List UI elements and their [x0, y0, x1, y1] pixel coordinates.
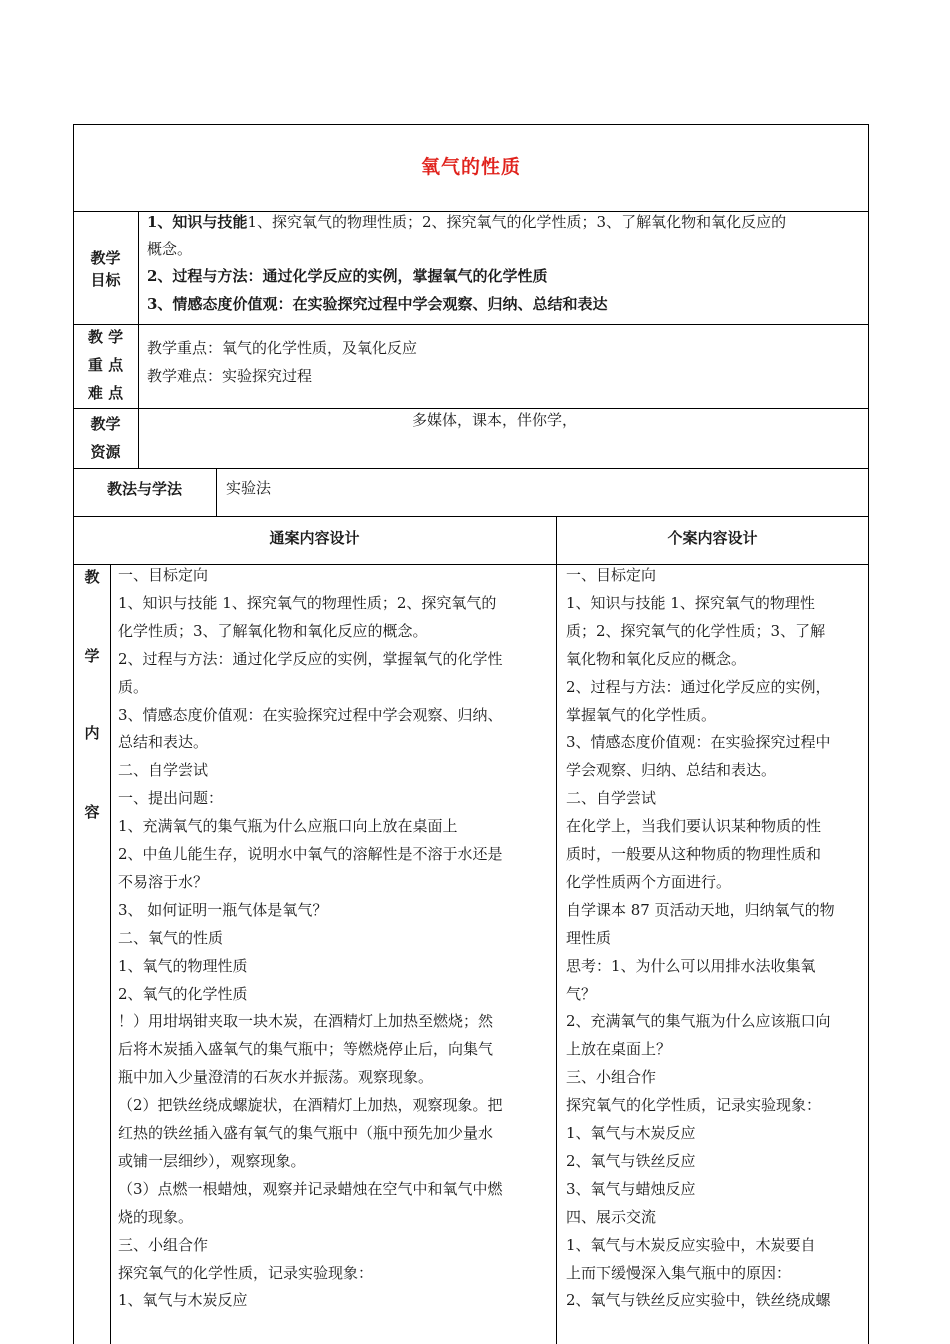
- content-line: ！）用坩埚钳夹取一块木炭，在酒精灯上加热至燃烧；然: [118, 1012, 494, 1031]
- content-line: 2、过程与方法：通过化学反应的实例，: [566, 677, 831, 696]
- content-line: 1、知识与技能 1、探究氧气的物理性: [566, 593, 815, 612]
- content-line: 或铺一层细纱），观察现象。: [118, 1151, 306, 1170]
- keypoints-line-1: 教学重点：氧气的化学性质，及氧化反应: [147, 339, 418, 357]
- objectives-line-2: 概念。: [147, 240, 193, 258]
- content-line: 二、自学尝试: [118, 761, 209, 780]
- content-line: 自学课本 87 页活动天地，归纳氧气的物: [566, 900, 835, 919]
- keypoints-label-line: 教 学: [87, 328, 124, 346]
- objectives-line-3: 2、过程与方法：通过化学反应的实例，掌握氧气的化学性质: [147, 267, 548, 285]
- column-divider: [110, 564, 111, 1344]
- content-line: 不易溶于水？: [118, 872, 209, 891]
- objectives-line-4: 3、情感态度价值观：在实验探究过程中学会观察、归纳、总结和表达: [147, 295, 608, 313]
- content-line: 上而下缓慢深入集气瓶中的原因：: [566, 1263, 792, 1282]
- content-line: 3、氧气与蜡烛反应: [566, 1179, 696, 1198]
- content-line: 探究氧气的化学性质，记录实验现象：: [118, 1263, 374, 1282]
- content-line: 一、目标定向: [118, 566, 209, 584]
- keypoints-label-line: 难 点: [87, 384, 124, 402]
- content-line: 2、中鱼儿能生存，说明水中氧气的溶解性是不溶于水还是: [118, 845, 503, 863]
- column-divider: [138, 211, 139, 468]
- objectives-label-line: 目标: [90, 271, 121, 289]
- content-line: 红热的铁丝插入盛有氧气的集气瓶中（瓶中预先加少量水: [118, 1124, 494, 1142]
- keypoints-line-2: 教学难点：实验探究过程: [147, 367, 313, 385]
- content-line: 1、氧气与木炭反应: [566, 1124, 696, 1142]
- content-line: 学会观察、归纳、总结和表达。: [566, 761, 777, 780]
- content-line: 二、氧气的性质: [118, 928, 224, 947]
- row-divider: [73, 408, 869, 409]
- content-line: 化学性质；3、了解氧化物和氧化反应的概念。: [118, 621, 428, 640]
- keypoints-label-line: 重 点: [87, 356, 124, 374]
- objectives-label-line: 教学: [90, 249, 121, 267]
- objectives-line-1-bold: 1、知识与技能: [147, 213, 248, 231]
- content-line: 1、氧气与木炭反应实验中，木炭要自: [566, 1235, 816, 1254]
- column-divider: [556, 516, 557, 1344]
- row-divider: [73, 324, 869, 325]
- content-line: 一、目标定向: [566, 566, 657, 584]
- content-line: 1、氧气与木炭反应: [118, 1291, 248, 1310]
- row-divider: [73, 468, 869, 469]
- resources-text: 多媒体，课本，伴你学，: [412, 411, 578, 429]
- content-line: 烧的现象。: [118, 1207, 194, 1226]
- content-line: 1、知识与技能 1、探究氧气的物理性质；2、探究氧气的: [118, 593, 497, 612]
- teaching-content-label-char: 容: [84, 803, 100, 821]
- content-line: 2、过程与方法：通过化学反应的实例，掌握氧气的化学性: [118, 649, 503, 668]
- teaching-content-label-char: 内: [84, 724, 100, 742]
- content-line: 3、情感态度价值观：在实验探究过程中学会观察、归纳、: [118, 705, 503, 724]
- individual-design-header: 个案内容设计: [667, 529, 758, 547]
- resources-label: [73, 410, 138, 466]
- resources-label-line: 教学: [90, 415, 121, 433]
- content-line: 四、展示交流: [566, 1207, 657, 1226]
- content-line: 三、小组合作: [566, 1068, 657, 1087]
- content-line: （2）把铁丝绕成螺旋状，在酒精灯上加热，观察现象。把: [118, 1096, 503, 1115]
- keypoints-label: [73, 323, 138, 407]
- column-divider: [216, 468, 217, 516]
- objectives-line-1-rest: 1、探究氧气的物理性质；2、探究氧气的化学性质；3、了解氧化物和氧化反应的: [247, 213, 787, 231]
- methods-label: 教法与学法: [106, 480, 182, 498]
- content-line: （3）点燃一根蜡烛，观察并记录蜡烛在空气中和氧气中燃: [118, 1179, 503, 1198]
- content-line: 探究氧气的化学性质，记录实验现象：: [566, 1096, 822, 1115]
- content-line: 在化学上，当我们要认识某种物质的性: [566, 817, 822, 836]
- content-line: 三、小组合作: [118, 1235, 209, 1254]
- content-line: 3、情感态度价值观：在实验探究过程中: [566, 733, 831, 752]
- row-divider: [73, 516, 869, 517]
- objectives-label: [73, 247, 138, 291]
- objectives-line-1: [147, 212, 786, 232]
- content-line: 后将木炭插入盛氧气的集气瓶中；等燃烧停止后，向集气: [118, 1040, 494, 1059]
- content-line: 3、 如何证明一瓶气体是氧气？: [118, 900, 328, 919]
- content-line: 总结和表达。: [118, 733, 209, 752]
- content-line: 氧化物和氧化反应的概念。: [566, 649, 747, 668]
- content-line: 瓶中加入少量澄清的石灰水并振荡。观察现象。: [118, 1068, 434, 1087]
- methods-text: 实验法: [226, 479, 272, 497]
- resources-label-line: 资源: [90, 443, 121, 461]
- common-design-header: 通案内容设计: [269, 529, 360, 547]
- content-line: 2、氧气与铁丝反应: [566, 1151, 696, 1170]
- teaching-content-label-char: 学: [84, 647, 100, 665]
- content-line: 1、氧气的物理性质: [118, 956, 248, 975]
- teaching-content-label-char: 教: [84, 568, 100, 586]
- content-line: 1、充满氧气的集气瓶为什么应瓶口向上放在桌面上: [118, 817, 458, 836]
- page-title: 氧气的性质: [420, 156, 521, 178]
- content-line: 质时，一般要从这种物质的物理性质和: [566, 845, 822, 863]
- content-line: 理性质: [566, 928, 612, 947]
- content-line: 化学性质两个方面进行。: [566, 872, 732, 891]
- content-line: 上放在桌面上？: [566, 1040, 672, 1059]
- content-line: 质。: [118, 677, 149, 696]
- content-line: 思考：1、为什么可以用排水法收集氧: [566, 956, 816, 975]
- content-line: 质；2、探究氧气的化学性质；3、了解: [566, 621, 826, 640]
- content-line: 2、氧气的化学性质: [118, 984, 248, 1003]
- content-line: 二、自学尝试: [566, 789, 657, 808]
- content-line: 一、提出问题：: [118, 789, 224, 808]
- content-line: 2、充满氧气的集气瓶为什么应该瓶口向: [566, 1012, 831, 1031]
- content-line: 气？: [566, 984, 597, 1003]
- content-line: 掌握氧气的化学性质。: [566, 705, 717, 724]
- content-line: 2、氧气与铁丝反应实验中，铁丝绕成螺: [566, 1291, 831, 1310]
